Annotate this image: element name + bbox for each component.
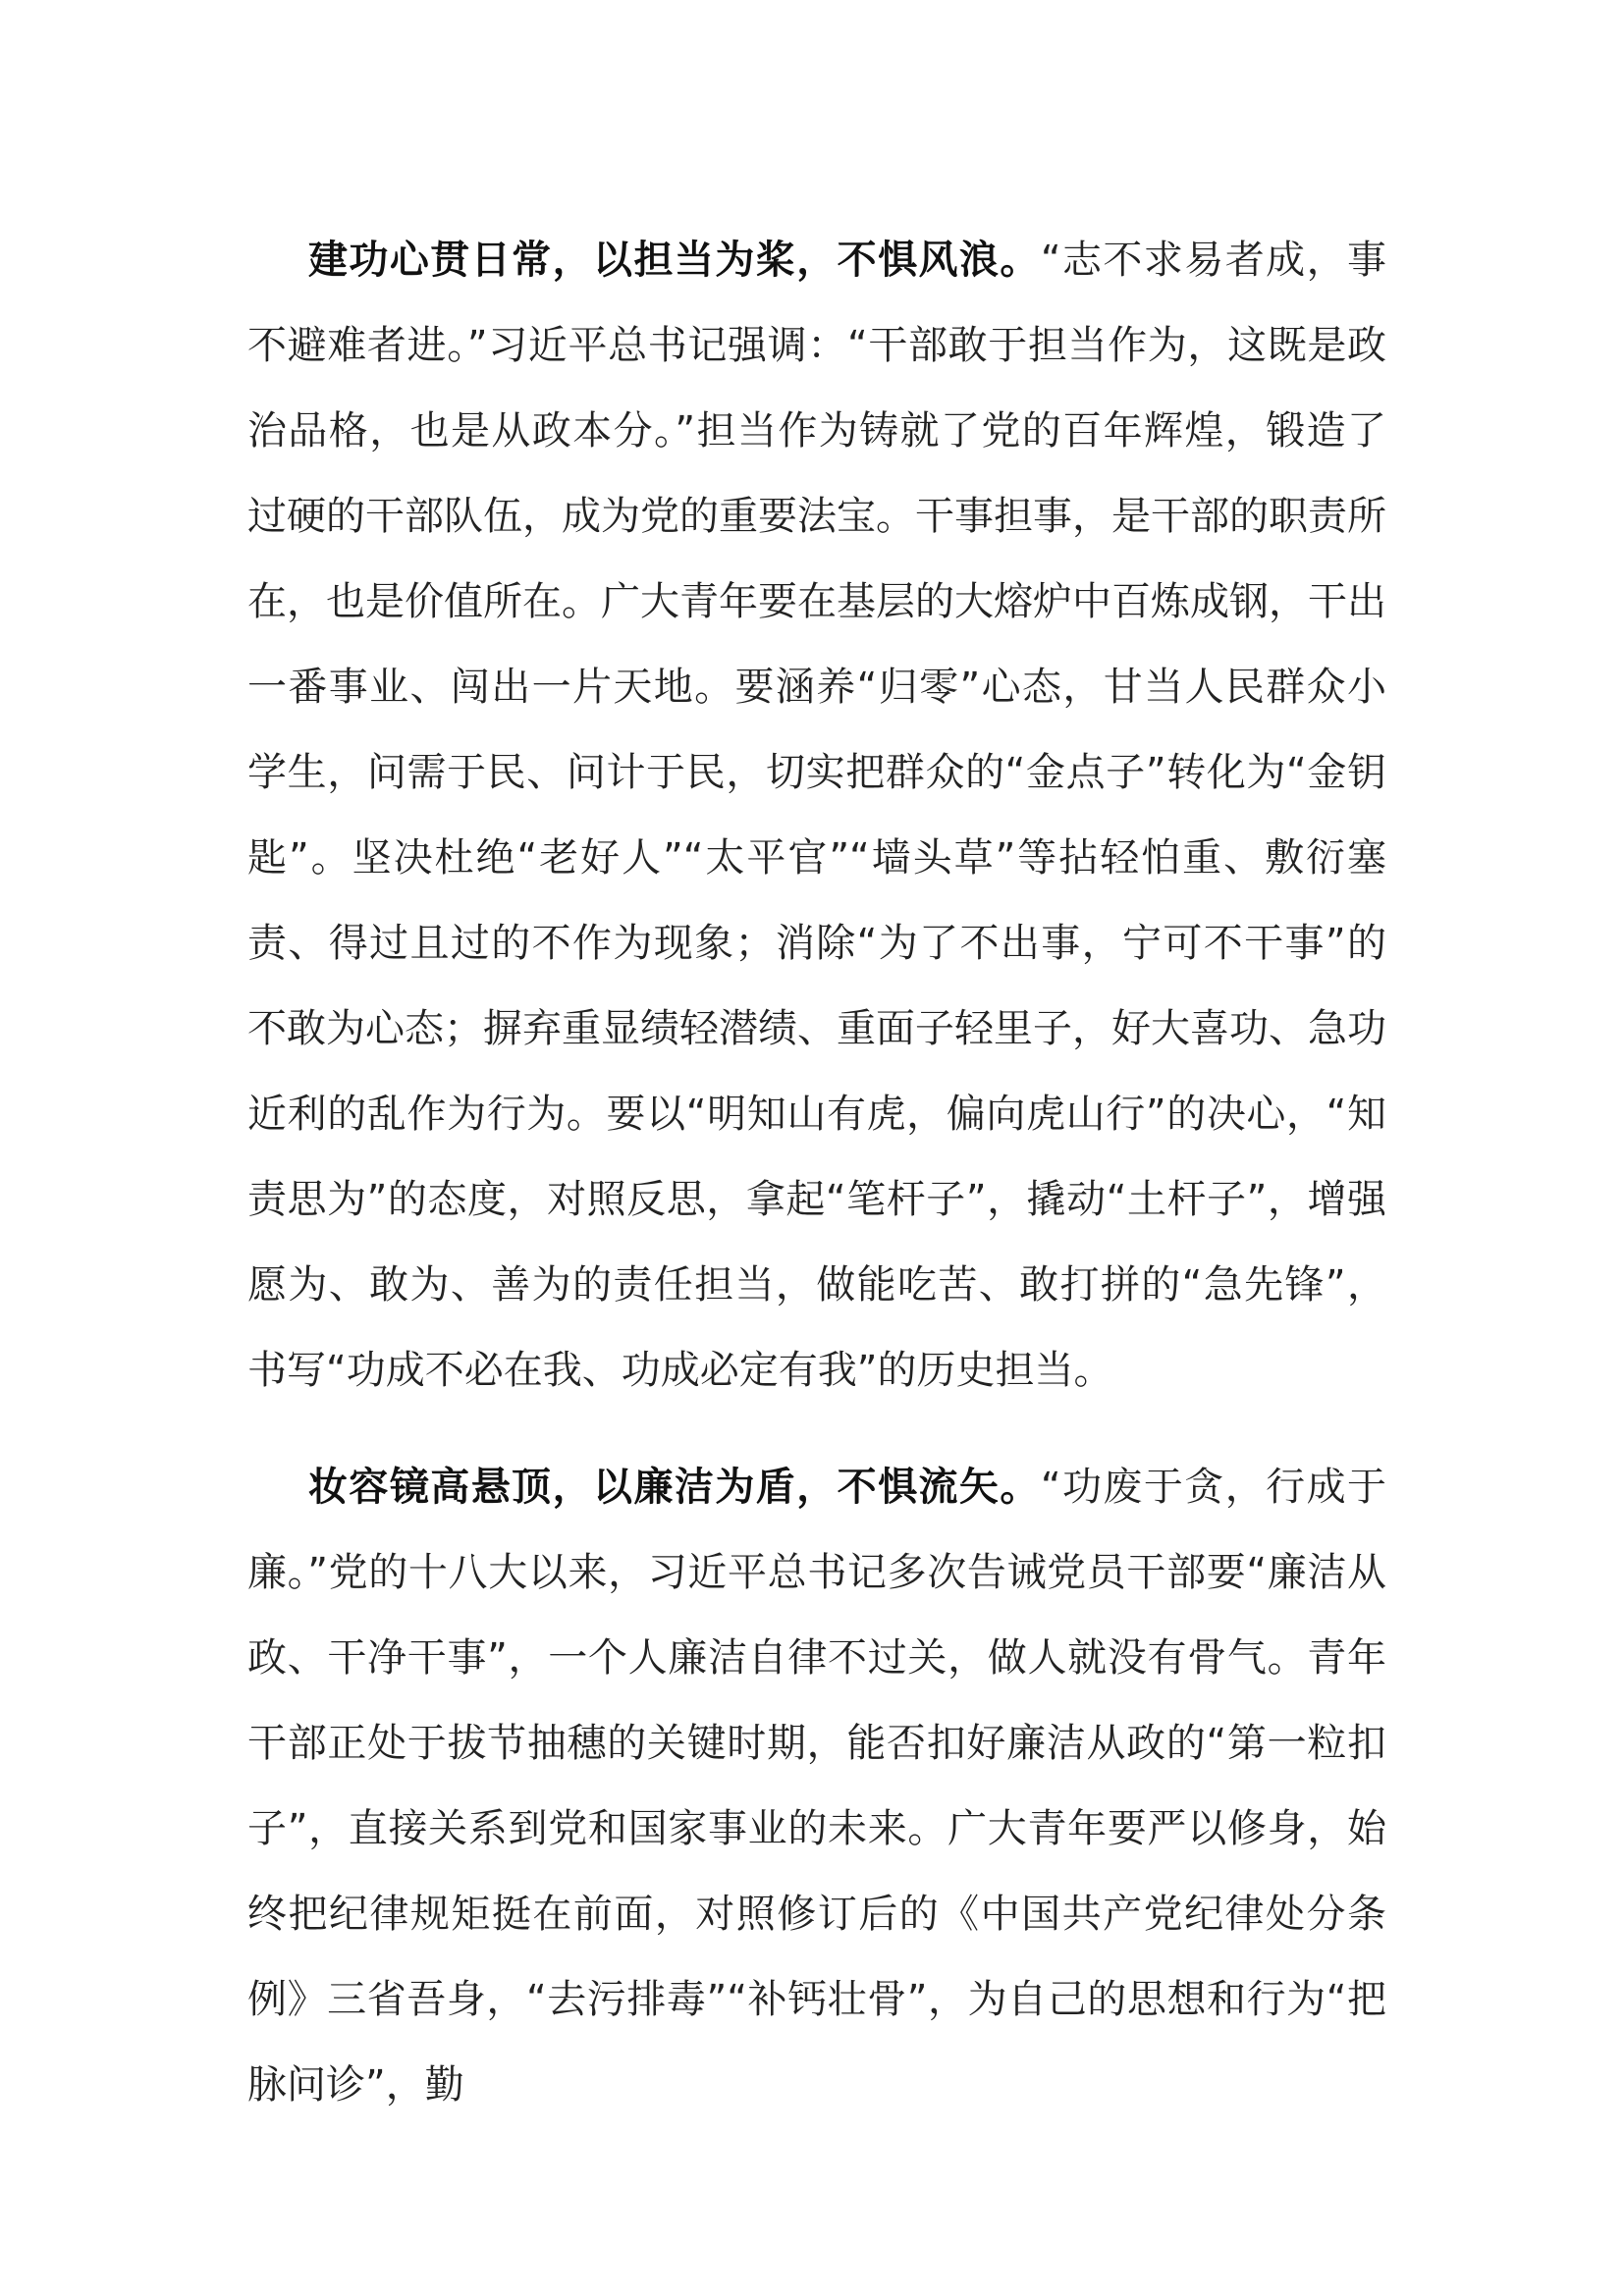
document-body bbox=[247, 218, 1386, 2128]
paragraph-integrity bbox=[247, 1445, 1386, 2128]
paragraph-body-text: “功废于贪，行成于廉。”党的十八大以来，习近平总书记多次告诫党员干部要“廉洁从政、干净干事”，一个人廉洁自律不过关，做人就没有骨气。青年干部正处于拔节抽穗的关键时期，能否扣好廉洁从政的“第一粒扣子”，直接关系到党和国家事业的未来。广大青年要严以修身，始终把纪律规矩挺在前面，对照修订后的《中国共产党纪律处分条例》三省吾身，“去污排毒”“补钙壮骨”，为自己的思想和行为“把脉问诊”，勤 bbox=[247, 1465, 1387, 2108]
paragraph-responsibility bbox=[247, 218, 1386, 1414]
paragraph-lead-heading: 建功心贯日常，以担当为桨，不惧风浪。 bbox=[308, 238, 1041, 283]
paragraph-body-text: “志不求易者成，事不避难者进。”习近平总书记强调：“干部敢于担当作为，这既是政治品格，也是从政本分。”担当作为铸就了党的百年辉煌，锻造了过硬的干部队伍，成为党的重要法宝。干事担事，是干部的职责所在，也是价值所在。广大青年要在基层的大熔炉中百炼成钢，干出一番事业、闯出一片天地。要涵养“归零”心态，甘当人民群众小学生，问需于民、问计于民，切实把群众的“金点子”转化为“金钥匙”。坚决杜绝“老好人”“太平官”“墙头草”等拈轻怕重、敷衍塞责、得过且过的不作为现象；消除“为了不出事，宁可不干事”的不敢为心态；摒弃重显绩轻潜绩、重面子轻里子，好大喜功、急功近利的乱作为行为。要以“明知山有虎，偏向虎山行”的决心，“知责思为”的态度，对照反思，拿起“笔杆子”，撬动“土杆子”，增强愿为、敢为、善为的责任担当，做能吃苦、敢打拼的“急先锋”，书写“功成不必在我、功成必定有我”的历史担当。 bbox=[247, 238, 1387, 1393]
paragraph-lead-heading: 妆容镜高悬顶，以廉洁为盾，不惧流矢。 bbox=[308, 1465, 1041, 1510]
